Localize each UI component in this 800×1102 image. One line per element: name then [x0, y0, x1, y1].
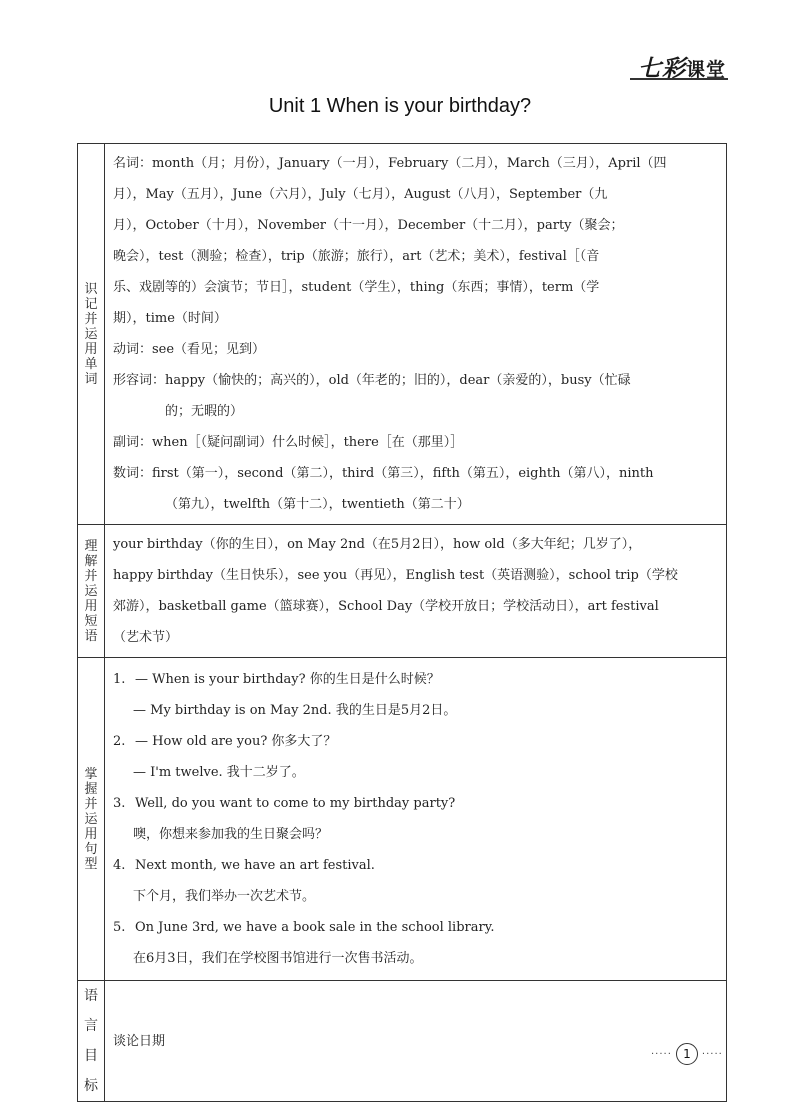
sentence-line: Well, do you want to come to my birthday party?: [135, 796, 456, 811]
text-line: 名词：month（月；月份），January（一月），February（二月），March（三月），April（四: [113, 156, 667, 171]
page-title: Unit 1 When is your birthday?: [268, 95, 532, 117]
label-char: 型: [84, 856, 98, 872]
summary-table: [77, 143, 727, 1102]
phrases-label: [78, 525, 105, 658]
label-char: 解: [84, 553, 98, 569]
goal-label-line: 目标: [84, 1048, 98, 1094]
label-char: 词: [84, 371, 98, 387]
sentence-item: [113, 664, 721, 695]
label-char: 用: [84, 598, 98, 614]
sentences-row: [78, 658, 727, 981]
sentence-item: [113, 726, 721, 757]
label-char: 单: [84, 356, 98, 372]
label-char: 理: [84, 538, 98, 554]
sentence-line: Next month, we have an art festival.: [135, 858, 375, 873]
text-line: 月），October（十月），November（十一月），December（十二月），party（聚会；: [113, 218, 624, 233]
label-char: 运: [84, 583, 98, 599]
logo-underline: [630, 78, 728, 80]
sentence-item: [113, 788, 721, 819]
text-line: 月），May（五月），June（六月），July（七月），August（八月），September（九: [113, 187, 608, 202]
goal-label: [78, 981, 105, 1102]
logo-small-text: 课堂: [685, 59, 726, 81]
label-char: 并: [84, 796, 98, 812]
phrases-row: [78, 525, 727, 658]
words-label: [78, 144, 105, 525]
sentence-line: 噢，你想来参加我的生日聚会吗？: [133, 827, 329, 842]
label-char: 记: [84, 296, 98, 312]
words-row: [78, 144, 727, 525]
sentence-line: 下个月，我们举办一次艺术节。: [133, 889, 316, 904]
sentence-line: 在6月3日，我们在学校图书馆进行一次售书活动。: [133, 951, 423, 966]
sentence-number: 2.: [113, 734, 126, 749]
sentence-line: — When is your birthday? 你的生日是什么时候？: [135, 672, 440, 687]
text-line: happy birthday（生日快乐），see you（再见），English test（英语测验），school trip（学校: [113, 568, 678, 583]
sentence-line: — I'm twelve. 我十二岁了。: [133, 765, 305, 780]
sentences-label: [78, 658, 105, 981]
label-char: 短: [84, 613, 98, 629]
label-char: 识: [84, 281, 98, 297]
goal-label-line: 语言: [84, 988, 98, 1034]
text-line: 的；无暇的）: [165, 404, 244, 419]
label-char: 并: [84, 568, 98, 584]
text-line: 晚会），test（测验；检查），trip（旅游；旅行），art（艺术；美术），festival［（音: [113, 249, 600, 264]
sentence-line: — My birthday is on May 2nd. 我的生日是5月2日。: [133, 703, 457, 718]
words-content: [105, 144, 727, 525]
pager-dots-left: ·····: [651, 1048, 672, 1060]
phrases-content: [105, 525, 727, 658]
logo-big-text: 七彩: [637, 56, 686, 82]
label-char: 用: [84, 826, 98, 842]
page-number: 1: [676, 1043, 698, 1065]
page-number-badge: [651, 1043, 723, 1065]
label-char: 句: [84, 841, 98, 857]
sentence-line: — How old are you? 你多大了？: [135, 734, 337, 749]
label-char: 用: [84, 341, 98, 357]
text-line: your birthday（你的生日），on May 2nd（在5月2日），how old（多大年纪；几岁了），: [113, 537, 642, 552]
text-line: 数词：first（第一），second（第二），third（第三），fifth（第五），eighth（第八），ninth: [113, 466, 654, 481]
goal-text: 谈论日期: [113, 1033, 166, 1049]
text-line: 郊游），basketball game（篮球赛），School Day（学校开放日；学校活动日），art festival: [113, 599, 659, 614]
sentence-number: 5.: [113, 920, 126, 935]
label-char: 握: [84, 781, 98, 797]
text-line: 副词：when［（疑问副词）什么时候］，there［在（那里）］: [113, 435, 464, 450]
sentences-content: [105, 658, 727, 981]
label-char: 运: [84, 326, 98, 342]
label-char: 并: [84, 311, 98, 327]
sentence-line: On June 3rd, we have a book sale in the school library.: [135, 920, 495, 935]
text-line: （第九），twelfth（第十二），twentieth（第二十）: [165, 497, 470, 512]
goal-row: [78, 981, 727, 1102]
text-line: 动词：see（看见；见到）: [113, 342, 266, 357]
sentence-item: [113, 850, 721, 881]
text-line: 形容词：happy（愉快的；高兴的），old（年老的；旧的），dear（亲爱的），busy（忙碌: [113, 373, 631, 388]
sentence-number: 3.: [113, 796, 126, 811]
label-char: 运: [84, 811, 98, 827]
text-line: （艺术节）: [113, 630, 179, 645]
sentence-item: [113, 912, 721, 943]
text-line: 期），time（时间）: [113, 311, 227, 326]
text-line: 乐、戏剧等的）会演节；节日］，student（学生），thing（东西；事情），term（学: [113, 280, 600, 295]
label-char: 掌: [84, 766, 98, 782]
sentence-number: 4.: [113, 858, 126, 873]
sentence-number: 1.: [113, 672, 126, 687]
label-char: 语: [84, 628, 98, 644]
pager-dots-right: ·····: [701, 1048, 723, 1060]
goal-content: [105, 981, 727, 1102]
